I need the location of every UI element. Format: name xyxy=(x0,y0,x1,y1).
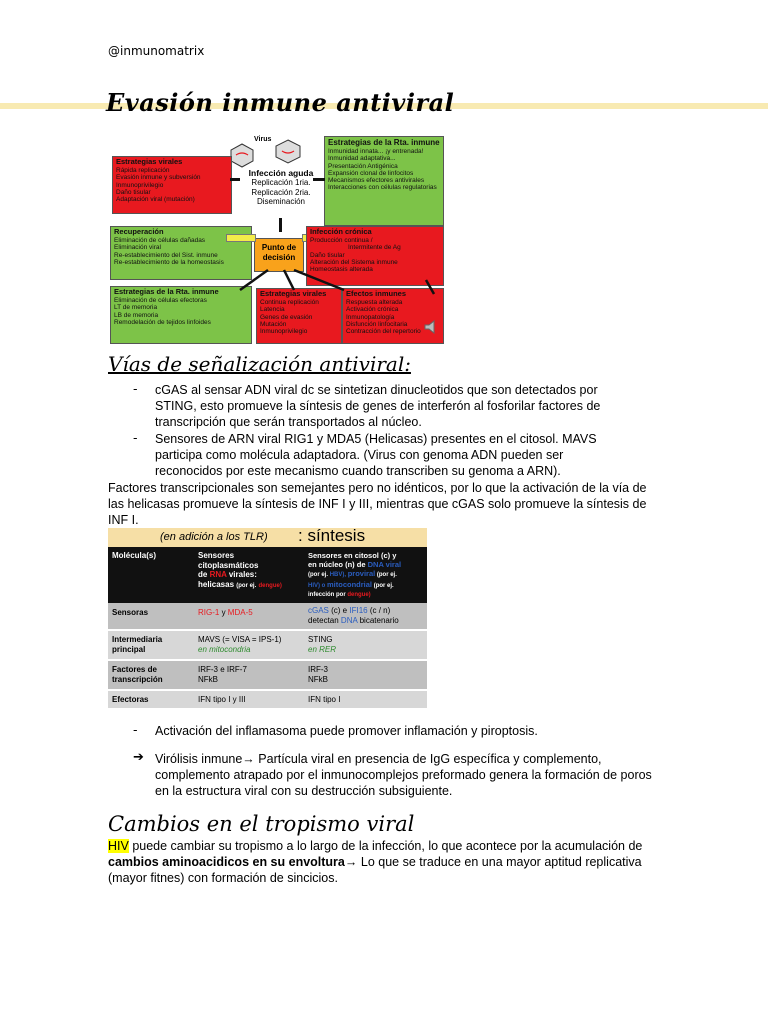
header-word: (por ej. xyxy=(373,583,394,589)
section-title-signaling: Vías de señalización antiviral: xyxy=(108,352,411,376)
cell-text: (c) e xyxy=(328,606,350,615)
header-line xyxy=(308,580,401,591)
header-dna: DNA viral xyxy=(367,560,402,569)
row-effectors-rna: IFN tipo I y III xyxy=(198,695,246,704)
cell-line: en RER xyxy=(308,644,337,654)
bullet-inflamasoma: Activación del inflamasoma puede promover inflamación y piroptosis. xyxy=(155,724,538,738)
recovery-heading: Recuperación xyxy=(114,227,164,236)
header-word: de xyxy=(198,570,208,579)
diagram-line: Adaptación viral (mutación) xyxy=(116,196,195,204)
header-col2 xyxy=(198,551,282,591)
diagram-line: Eliminación de células efectoras xyxy=(114,297,207,304)
header-word: virales: xyxy=(228,570,257,579)
hiv-highlight: HIV xyxy=(108,839,129,853)
diagram-line: Latencia xyxy=(260,306,285,314)
diagram-line: Inmunoprivilegio xyxy=(116,181,164,189)
viral-strategies-top-heading: Estrategias virales xyxy=(116,157,183,166)
diagram-line: Producción continua / xyxy=(310,237,373,244)
row-label-line: Intermediaria xyxy=(112,635,163,644)
immune-strategies-heading: Estrategias de la Rta. inmune xyxy=(328,138,440,147)
cell-and: y xyxy=(219,608,228,617)
diagram-line: Inmunoprivilegio xyxy=(260,328,308,336)
header-rna: RNA xyxy=(209,570,227,579)
diagram-line: Mecanismos efectores antivirales xyxy=(328,177,425,185)
diagram-line: Genes de evasión xyxy=(260,313,313,321)
header-word: (por ej. xyxy=(236,582,257,589)
diagram-line: Homeostasis alterada xyxy=(310,266,373,274)
table-row xyxy=(108,691,427,708)
diagram-line: Replicación 1ria. xyxy=(251,178,311,187)
row-tf-rna xyxy=(198,665,247,684)
diagram-arrows xyxy=(108,134,444,344)
bullet-dash: - xyxy=(133,722,138,737)
diagram-line: Eliminación de células dañadas xyxy=(114,237,206,244)
bullet-dash: - xyxy=(133,381,138,396)
cell-rig1: RIG-1 xyxy=(198,608,220,617)
cell-line: IRF-3 e IRF-7 xyxy=(198,665,247,674)
row-intermediate-dna xyxy=(308,635,336,654)
header-mito: mitocondrial xyxy=(327,580,373,589)
diagram-line: Disfunción linfocitaria xyxy=(346,320,408,328)
header-word: helicasas xyxy=(198,579,235,589)
diagram-line: Diseminación xyxy=(256,197,306,206)
diagram-line: Daño tisular xyxy=(310,251,345,259)
virus-label: Virus xyxy=(254,136,272,143)
cell-line xyxy=(308,606,399,616)
diagram-line: Re-establecimiento del Sist. inmune xyxy=(114,251,218,259)
cell-text: detectan xyxy=(308,615,341,625)
diagram-line: Daño tisular xyxy=(116,188,151,196)
diagram-line: Inmunidad adaptativa... xyxy=(328,155,396,163)
diagram-line: LT de memoria xyxy=(114,304,158,312)
table-caption xyxy=(108,528,427,547)
row-sensors-dna xyxy=(308,606,399,625)
table-header-row xyxy=(108,547,427,603)
cell-line: NFkB xyxy=(198,674,218,684)
header-line xyxy=(198,580,282,592)
header-molecule: Molécula(s) xyxy=(112,551,157,560)
header-dengue: dengue) xyxy=(258,582,282,589)
header-col3 xyxy=(308,551,401,600)
decision-label: Punto de decisión xyxy=(261,243,297,262)
header-word: infección por xyxy=(308,592,346,598)
table-caption-italic: (en adición a los TLR) xyxy=(160,531,268,543)
diagram-line: Intermitente de Ag xyxy=(348,244,401,252)
chronic-heading: Infección crónica xyxy=(310,227,372,236)
hiv-text: puede cambiar su tropismo a lo largo de la infección, lo que acontece por la acumulación de xyxy=(128,839,643,853)
cell-dna: DNA xyxy=(340,615,358,625)
row-label: Sensoras xyxy=(112,608,149,617)
row-label xyxy=(112,635,162,654)
diagram-line: Re-establecimiento de la homeostasis xyxy=(114,258,224,266)
row-label-line: transcripción xyxy=(112,674,163,684)
diagram-line: Eliminación viral xyxy=(114,244,161,252)
paragraph-virolisis: Virólisis inmune→ Partícula viral en presencia de IgG específica y complemento, complemento atrapado por el inmunocomplejos preformado genera la formación de poros en la estructura viral con su destrucción subsiguiente. xyxy=(155,752,652,798)
row-intermediate-rna xyxy=(198,635,281,654)
row-label-line: principal xyxy=(112,644,146,654)
diagram-line: Rápida replicación xyxy=(116,167,170,174)
cell-cgas: cGAS xyxy=(308,606,329,615)
cell-mda5: MDA-5 xyxy=(227,608,253,617)
diagram-line: Respuesta alterada xyxy=(346,299,403,306)
immune-effects-heading: Efectos inmunes xyxy=(346,289,407,298)
diagram-line: Inmunidad innata... ¡y entrenada! xyxy=(328,148,424,155)
header-word: en núcleo (n) de xyxy=(308,560,366,569)
row-label xyxy=(112,665,163,684)
author-handle: @inmunomatrix xyxy=(108,44,205,58)
section-title-evasion: Evasión inmune antiviral xyxy=(106,88,455,117)
viral-strategies-bottom-heading: Estrategias virales xyxy=(260,289,327,298)
table-row xyxy=(108,603,427,629)
hiv-text: → Lo que se traduce en una mayor aptitud replicativa (mayor fitnes) con formación de sincicios. xyxy=(108,855,642,885)
paragraph-transcription: Factores transcripcionales son semejantes pero no idénticos, por lo que la activación de la vía de las helicasas promueve la síntesis de INF I y III, mientras que cGAS solo promueve la síntesis de INF I. xyxy=(108,481,647,527)
header-line xyxy=(308,591,401,600)
table-row xyxy=(108,631,427,659)
diagram-line: Mutación xyxy=(260,320,287,328)
header-line: Sensores xyxy=(198,551,235,560)
table-caption-big: : síntesis xyxy=(298,526,366,545)
header-hbv: HBV), xyxy=(329,572,347,578)
cell-text: bicatenario xyxy=(357,615,399,625)
cell-text: (c / n) xyxy=(367,606,391,615)
cell-line: NFkB xyxy=(308,674,328,684)
diagram-line: Activación crónica xyxy=(346,306,399,314)
header-word: (por ej. xyxy=(308,572,329,578)
diagram-line: Expansión clonal de linfocitos xyxy=(328,169,414,177)
table-row xyxy=(108,661,427,689)
header-line xyxy=(308,569,401,580)
diagram-line: Presentación Antigénica xyxy=(328,162,398,170)
arrow-bullet-icon: ➔ xyxy=(133,750,144,765)
row-label: Efectoras xyxy=(112,695,149,704)
bullet-cgas: cGAS al sensar ADN viral dc se sintetizan dinucleotidos que son detectados por STING, esto promueve la síntesis de genes de interferón al fosforilar factores de transcripción que serán transportados al núcleo. xyxy=(155,383,601,429)
immune-strategies-bottom-heading: Estrategias de la Rta. inmune xyxy=(114,287,219,296)
hiv-bold: cambios aminoacidicos en su envoltura xyxy=(108,855,345,869)
sensor-table xyxy=(108,528,427,708)
diagram-line: Interacciones con células regulatorias xyxy=(328,184,437,192)
acute-heading: Infección aguda xyxy=(248,168,314,178)
diagram-line: Contracción del repertorio xyxy=(346,328,421,336)
diagram-line: Replicación 2ria. xyxy=(251,187,311,197)
header-hiv: HIV) o xyxy=(308,583,326,589)
diagram-line: Remodelación de tejidos linfoides xyxy=(114,318,211,326)
cell-line: IRF-3 xyxy=(308,665,328,674)
header-line: citoplasmáticos xyxy=(198,560,259,570)
header-dengue: dengue) xyxy=(347,592,371,598)
cell-line: STING xyxy=(308,635,333,644)
diagram-line: Inmunopatología xyxy=(346,313,395,321)
diagram-line: Alteración del Sistema inmune xyxy=(310,258,398,266)
cell-line: en mitocondria xyxy=(198,644,251,654)
diagram-line: Evasión inmune y subversión xyxy=(116,174,201,182)
row-effectors-dna: IFN tipo I xyxy=(308,695,341,704)
paragraph-hiv xyxy=(108,838,656,886)
immune-evasion-diagram xyxy=(108,134,444,344)
bullet-rig1: Sensores de ARN viral RIG1 y MDA5 (Helicasas) presentes en el citosol. MAVS participa como molécula adaptadora. (Virus con genoma ADN pueden ser reconocidos por este mecanismo cuando transcriben su genoma a ARN). xyxy=(155,432,597,478)
speaker-icon[interactable] xyxy=(424,320,438,334)
cell-line xyxy=(308,616,399,626)
header-line xyxy=(308,560,401,569)
row-tf-dna xyxy=(308,665,328,684)
diagram-line: LB de memoria xyxy=(114,311,159,319)
header-line: Sensores en citosol (c) y xyxy=(308,551,397,560)
bullet-dash: - xyxy=(133,430,138,445)
header-line xyxy=(198,570,282,580)
cell-ifi16: IFI16 xyxy=(349,606,368,615)
section-title-tropism: Cambios en el tropismo viral xyxy=(108,812,415,836)
row-label-line: Factores de xyxy=(112,665,157,674)
row-sensors-rna xyxy=(198,608,253,618)
header-word: (por ej. xyxy=(376,572,397,578)
cell-line: MAVS (= VISA = IPS-1) xyxy=(198,635,282,644)
diagram-line: Continua replicación xyxy=(260,299,319,306)
header-proviral: proviral xyxy=(347,569,376,578)
